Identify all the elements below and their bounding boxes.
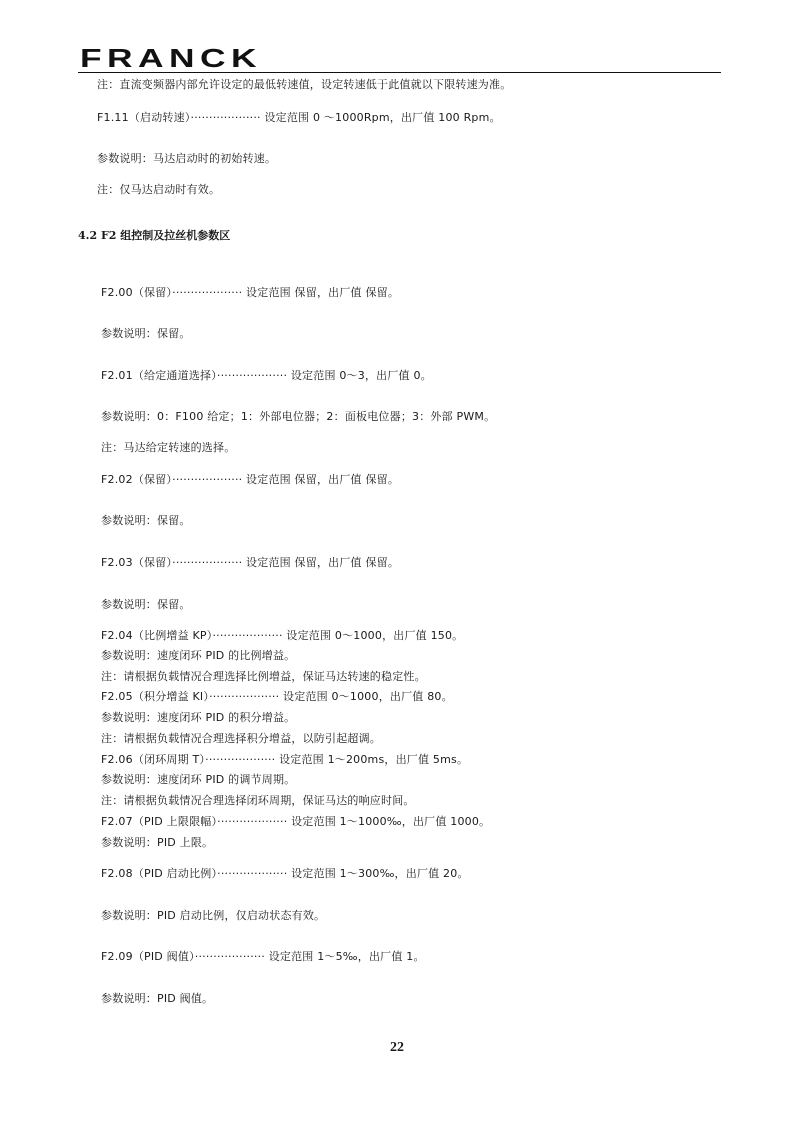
note-line: 注：请根据负载情况合理选择比例增益，保证马达转速的稳定性。 bbox=[101, 670, 426, 683]
note-line: 注：请根据负载情况合理选择积分增益，以防引起超调。 bbox=[101, 732, 381, 745]
note-line: 注：仅马达启动时有效。 bbox=[97, 183, 221, 196]
param-description: 参数说明：保留。 bbox=[101, 598, 191, 611]
note-line: 注：直流变频器内部允许设定的最低转速值，设定转速低于此值就以下限转速为准。 bbox=[97, 78, 512, 91]
section-heading: 4.2 F2 组控制及拉丝机参数区 bbox=[78, 229, 231, 242]
logo-text: FRANCK bbox=[80, 44, 262, 72]
param-description: 参数说明：PID 阀值。 bbox=[101, 992, 214, 1005]
param-line: F2.09（PID 阀值）··················· 设定范围 1～5‰，出厂值 1。 bbox=[101, 950, 425, 963]
param-description: 参数说明：速度闭环 PID 的调节周期。 bbox=[101, 773, 296, 786]
param-description: 参数说明：PID 启动比例，仅启动状态有效。 bbox=[101, 909, 326, 922]
param-line: F2.07（PID 上限限幅）··················· 设定范围 1～1000‰，出厂值 1000。 bbox=[101, 815, 491, 828]
header-rule bbox=[78, 72, 721, 73]
franck-logo bbox=[80, 44, 264, 72]
param-line: F2.01（给定通道选择）··················· 设定范围 0～3，出厂值 0。 bbox=[101, 369, 432, 382]
param-description: 参数说明：马达启动时的初始转速。 bbox=[97, 152, 277, 165]
param-line: F2.02（保留）··················· 设定范围 保留，出厂值 保留。 bbox=[101, 473, 400, 486]
param-line: F2.00（保留）··················· 设定范围 保留，出厂值 保留。 bbox=[101, 286, 400, 299]
param-line: F2.04（比例增益 KP）··················· 设定范围 0～1000，出厂值 150。 bbox=[101, 629, 464, 642]
param-line: F2.05（积分增益 KI）··················· 设定范围 0～1000，出厂值 80。 bbox=[101, 690, 453, 703]
page-number: 22 bbox=[390, 1040, 404, 1055]
param-description: 参数说明：速度闭环 PID 的比例增益。 bbox=[101, 649, 296, 662]
param-line: F2.03（保留）··················· 设定范围 保留，出厂值 保留。 bbox=[101, 556, 400, 569]
param-line: F2.06（闭环周期 T）··················· 设定范围 1～200ms，出厂值 5ms。 bbox=[101, 753, 469, 766]
note-line: 注：马达给定转速的选择。 bbox=[101, 441, 236, 454]
param-description: 参数说明：保留。 bbox=[101, 514, 191, 527]
param-description: 参数说明：PID 上限。 bbox=[101, 836, 214, 849]
param-line: F2.08（PID 启动比例）··················· 设定范围 1～300‰，出厂值 20。 bbox=[101, 867, 469, 880]
param-line: F1.11（启动转速）··················· 设定范围 0 ～1000Rpm，出厂值 100 Rpm。 bbox=[97, 111, 501, 124]
note-line: 注：请根据负载情况合理选择闭环周期，保证马达的响应时间。 bbox=[101, 794, 415, 807]
param-description: 参数说明：速度闭环 PID 的积分增益。 bbox=[101, 711, 296, 724]
param-description: 参数说明：保留。 bbox=[101, 327, 191, 340]
param-description: 参数说明：0：F100 给定；1：外部电位器；2：面板电位器；3：外部 PWM。 bbox=[101, 410, 496, 423]
